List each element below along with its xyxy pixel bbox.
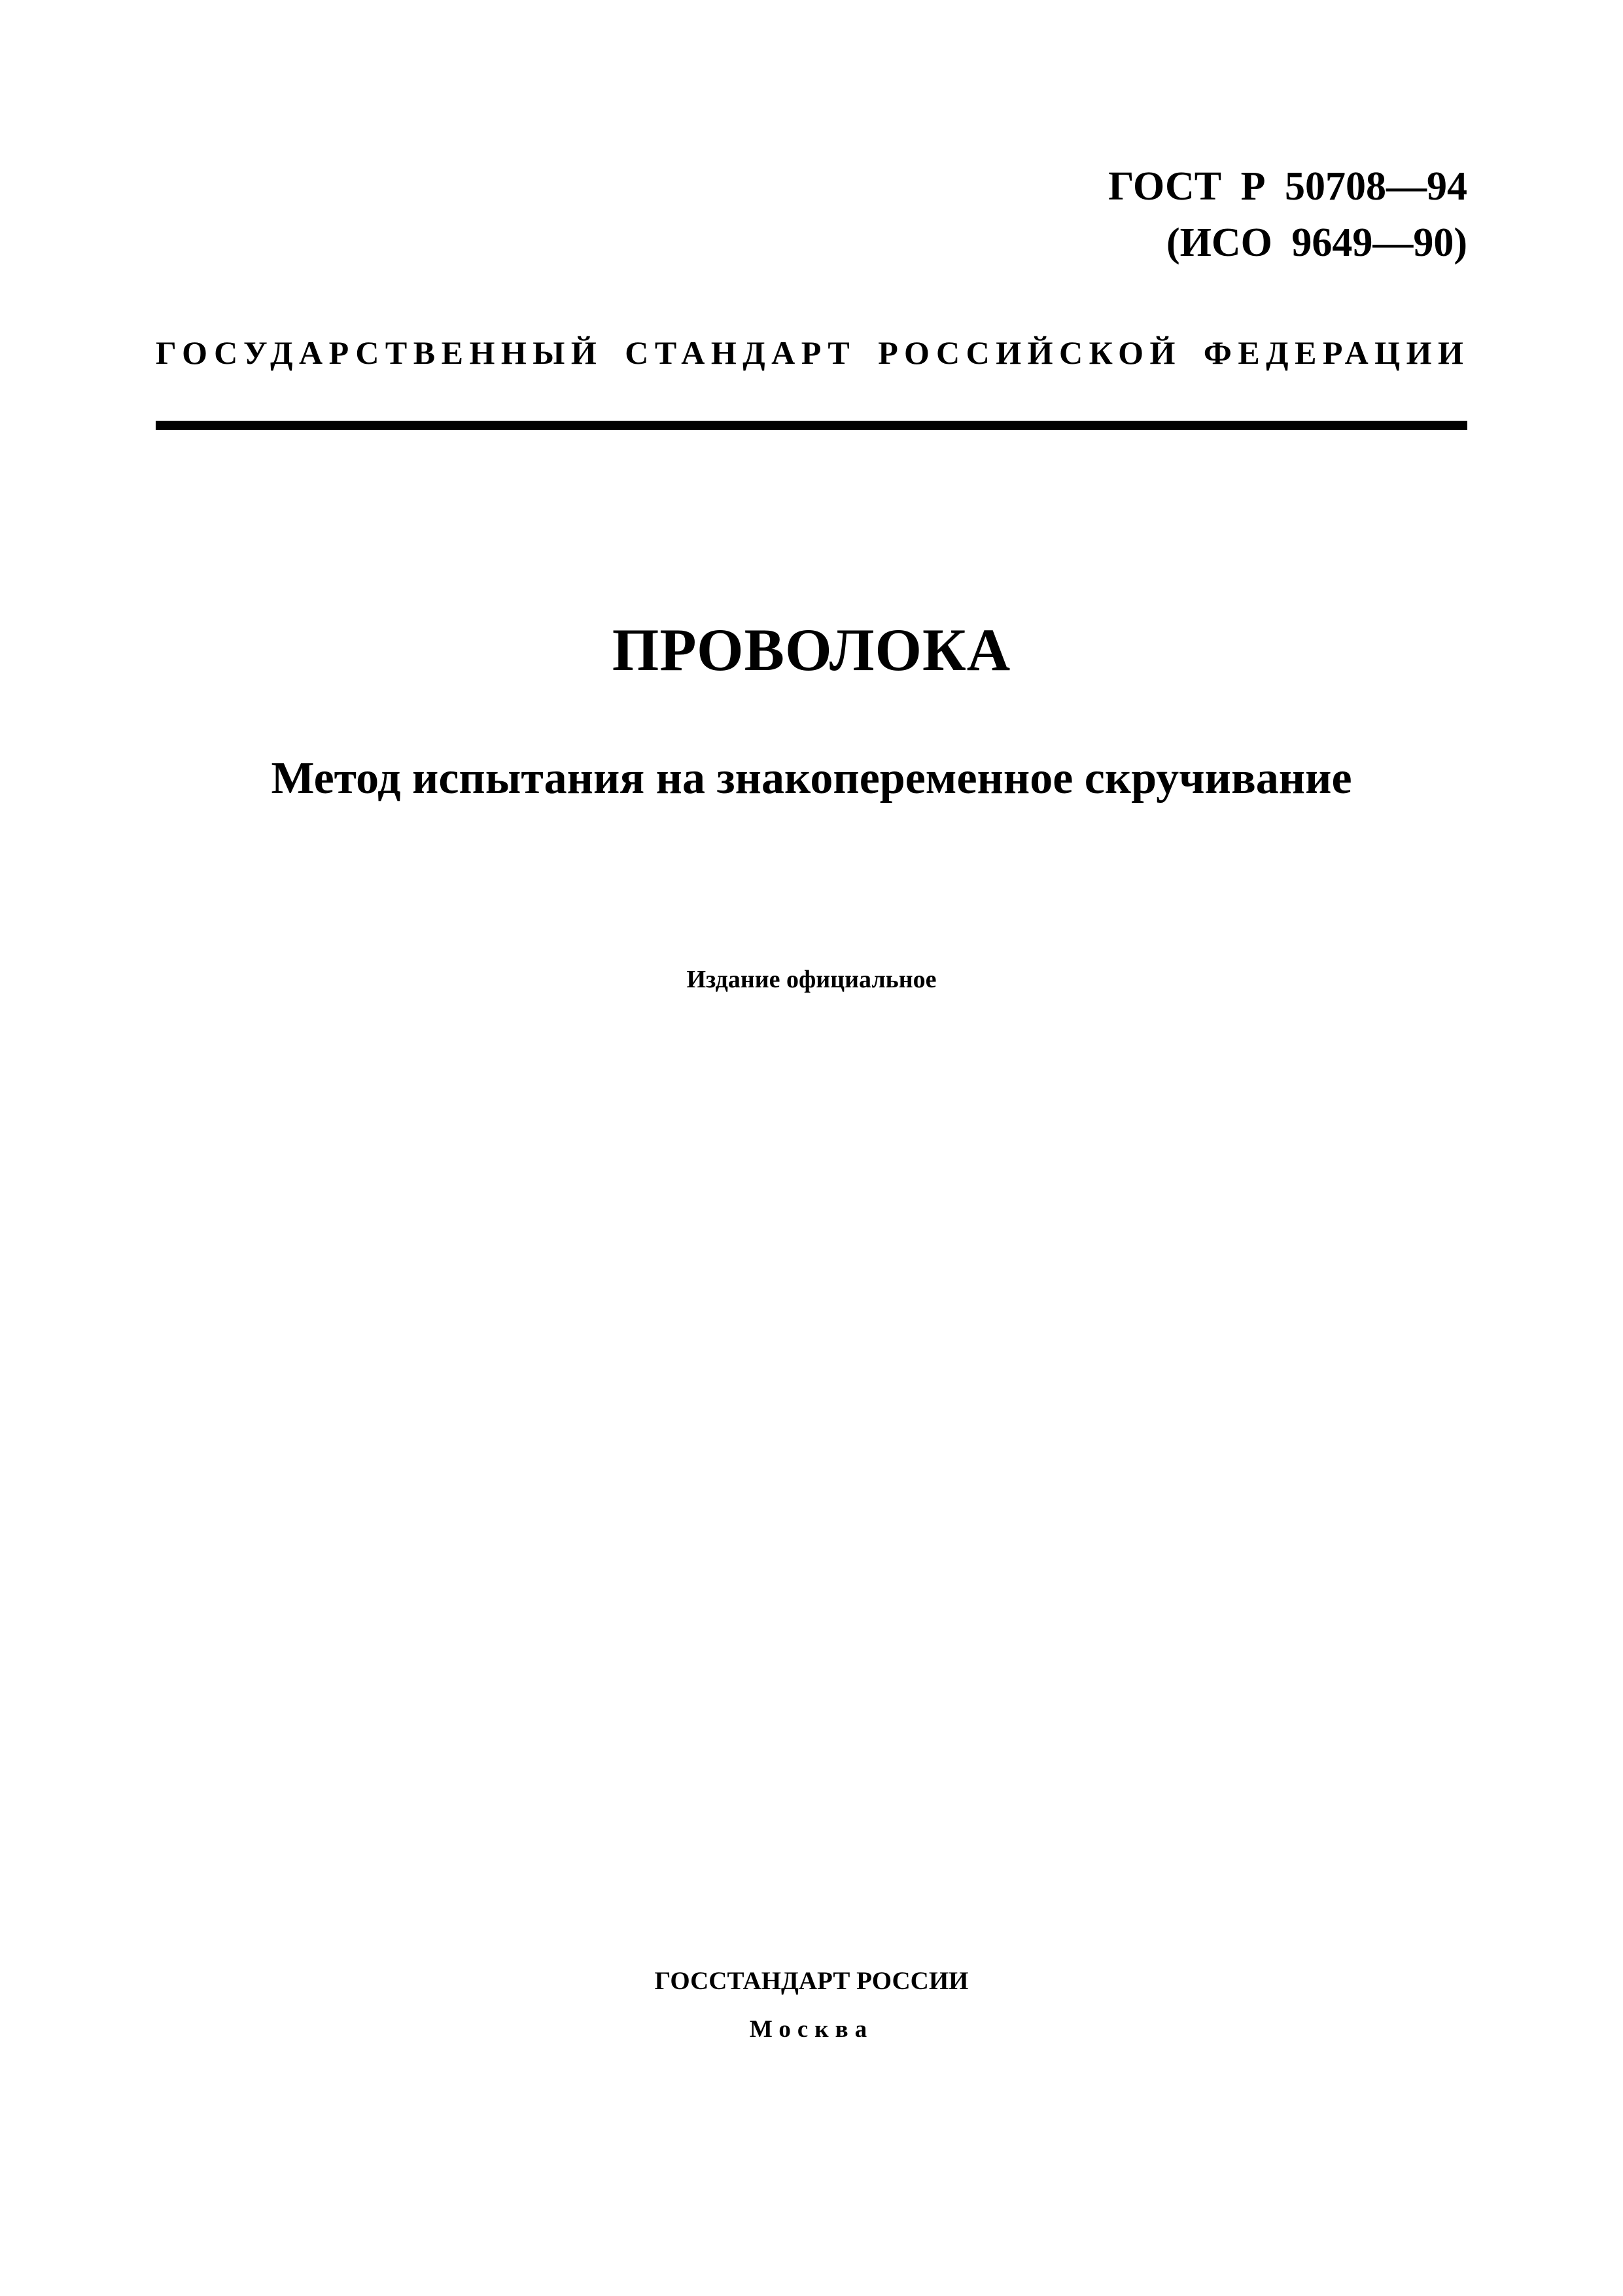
document-subtitle: Метод испытания на знакопеременное скручивание: [271, 753, 1352, 804]
publisher-city: Москва: [749, 2016, 874, 2043]
iso-code: (ИСО 9649—90): [1166, 221, 1467, 265]
document-title: ПРОВОЛОКА: [612, 616, 1011, 683]
header-rule: [156, 421, 1467, 430]
publisher-name: ГОССТАНДАРТ РОССИИ: [654, 1967, 969, 1995]
edition-note: Издание официальное: [686, 966, 937, 993]
document-code-block: [1108, 158, 1467, 271]
gost-code: ГОСТ Р 50708—94: [1108, 164, 1467, 209]
standard-header: ГОСУДАРСТВЕННЫЙ СТАНДАРТ РОССИЙСКОЙ ФЕДЕРАЦИИ: [156, 334, 1470, 371]
